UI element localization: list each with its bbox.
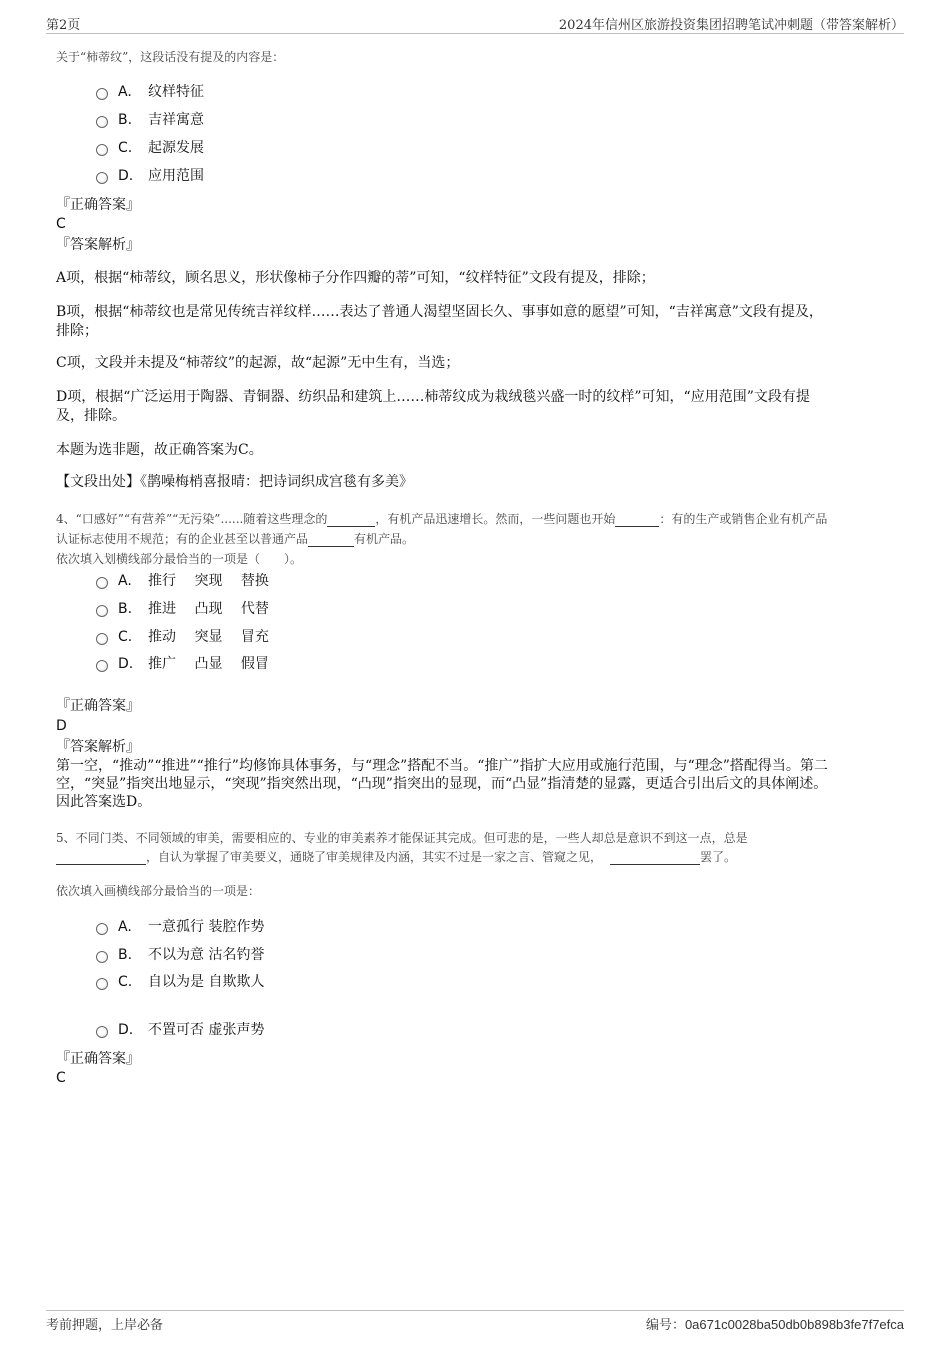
radio-icon[interactable] xyxy=(96,577,108,589)
q3-answer-label: 『正确答案』 xyxy=(56,197,140,213)
q4-analysis-label: 『答案解析』 xyxy=(56,739,140,755)
q3-stem: 关于“柿蒂纹”，这段话没有提及的内容是： xyxy=(56,50,285,64)
q5-stem-line1: 5、不同门类、不同领域的审美，需要相应的、专业的审美素养才能保证其完成。但可悲的是，一些人却总是意识不到这一点，总是 xyxy=(56,831,748,845)
radio-icon[interactable] xyxy=(96,172,108,184)
radio-icon[interactable] xyxy=(96,605,108,617)
radio-icon[interactable] xyxy=(96,633,108,645)
q4-answer-label: 『正确答案』 xyxy=(56,698,140,714)
page-number: 第2页 xyxy=(46,18,81,33)
q4-analysis-line2: 空，“突显”指突出地显示，“突现”指突然出现，“凸现”指突出的显现，而“凸显”指清楚的显露，更适合引出后文的具体阐述。 xyxy=(56,776,828,792)
footer-slogan: 考前押题，上岸必备 xyxy=(46,1318,164,1333)
q3-analysis-d: D项，根据“广泛运用于陶器、青铜器、纺织品和建筑上……柿蒂纹成为栽绒毯兴盛一时的纹样”可知，“应用范围”文段有提 xyxy=(56,389,810,405)
q5-option-a[interactable]: A. 一意孤行 装腔作势 xyxy=(96,917,264,937)
q4-stem-line1: 4、“口感好”“有营养”“无污染”......随着这些理念的 ，有机产品迅速增长。然而，一些问题也开始 ：有的生产或销售企业有机产品 xyxy=(56,512,828,526)
blank-line xyxy=(615,512,659,527)
blank-line xyxy=(308,532,354,547)
q5-instruction: 依次填入画横线部分最恰当的一项是： xyxy=(56,884,261,898)
radio-icon[interactable] xyxy=(96,660,108,672)
blank-line xyxy=(327,512,375,527)
q4-stem-line2: 认证标志使用不规范；有的企业甚至以普通产品 有机产品。 xyxy=(56,532,415,546)
q5-option-c[interactable]: C. 自以为是 自欺欺人 xyxy=(96,972,264,992)
q3-analysis-a: A项，根据“柿蒂纹，顾名思义，形状像柿子分作四瓣的蒂”可知，“纹样特征”文段有提及，排除； xyxy=(56,270,655,286)
q3-source: 【文段出处】《鹊噪梅梢喜报晴：把诗词织成宫毯有多美》 xyxy=(56,474,413,490)
blank-line xyxy=(56,850,146,865)
q4-option-c[interactable]: C. 推动 突显 冒充 xyxy=(96,627,269,647)
q3-option-c[interactable]: C. 起源发展 xyxy=(96,138,204,158)
radio-icon[interactable] xyxy=(96,951,108,963)
q5-answer-label: 『正确答案』 xyxy=(56,1051,140,1067)
q3-answer: C xyxy=(56,216,66,232)
q3-option-a[interactable]: A. 纹样特征 xyxy=(96,82,204,102)
q4-option-b[interactable]: B. 推进 凸现 代替 xyxy=(96,599,269,619)
q3-analysis-label: 『答案解析』 xyxy=(56,237,140,253)
q3-option-d[interactable]: D. 应用范围 xyxy=(96,166,204,186)
document-title: 2024年信州区旅游投资集团招聘笔试冲刺题（带答案解析） xyxy=(558,18,904,33)
q3-analysis-d-cont: 及，排除。 xyxy=(56,408,126,424)
blank-line xyxy=(610,850,700,865)
q4-answer: D xyxy=(56,718,67,734)
q3-analysis-b-cont: 排除； xyxy=(56,323,98,339)
q5-option-d[interactable]: D. 不置可否 虚张声势 xyxy=(96,1020,264,1040)
footer-code: 编号：0a671c0028ba50db0b898b3fe7f7efca xyxy=(645,1317,904,1333)
q3-analysis-b: B项，根据“柿蒂纹也是常见传统吉祥纹样……表达了普通人渴望坚固长久、事事如意的愿望”可知，“吉祥寓意”文段有提及， xyxy=(56,304,823,320)
q3-conclusion: 本题为选非题，故正确答案为C。 xyxy=(56,442,263,458)
q4-analysis-line1: 第一空，“推动”“推进”“推行”均修饰具体事务，与“理念”搭配不当。“推广”指扩大应用或施行范围，与“理念”搭配得当。第二 xyxy=(56,758,828,774)
q3-analysis-c: C项，文段并未提及“柿蒂纹”的起源，故“起源”无中生有，当选； xyxy=(56,355,460,371)
header-divider xyxy=(46,33,904,34)
q5-answer: C xyxy=(56,1070,66,1086)
q4-option-d[interactable]: D. 推广 凸显 假冒 xyxy=(96,654,269,674)
radio-icon[interactable] xyxy=(96,116,108,128)
radio-icon[interactable] xyxy=(96,923,108,935)
radio-icon[interactable] xyxy=(96,88,108,100)
radio-icon[interactable] xyxy=(96,978,108,990)
footer-divider xyxy=(46,1310,904,1311)
q4-analysis-line3: 因此答案选D。 xyxy=(56,794,152,810)
q4-option-a[interactable]: A. 推行 突现 替换 xyxy=(96,571,269,591)
q5-option-b[interactable]: B. 不以为意 沽名钓誉 xyxy=(96,945,264,965)
radio-icon[interactable] xyxy=(96,144,108,156)
q4-instruction: 依次填入划横线部分最恰当的一项是（ ）。 xyxy=(56,552,303,566)
q5-stem-line2: ，自认为掌握了审美要义，通晓了审美规律及内涵，其实不过是一家之言、管窥之见， 罢了。 xyxy=(56,848,736,865)
radio-icon[interactable] xyxy=(96,1026,108,1038)
q3-option-b[interactable]: B. 吉祥寓意 xyxy=(96,110,204,130)
